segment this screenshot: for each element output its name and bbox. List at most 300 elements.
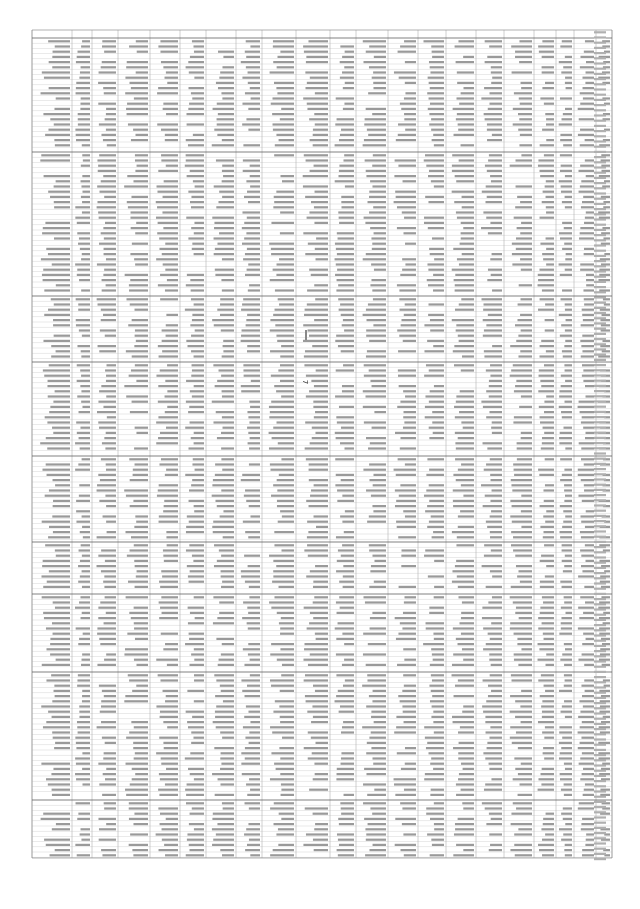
cell-text-mark [126,350,148,352]
cell-text-mark [545,521,554,523]
cell-text-mark [132,319,148,321]
cell-text-mark [488,232,502,234]
cell-text-mark [245,757,260,759]
cell-text-mark [578,731,594,733]
cell-text-mark [373,87,386,89]
cell-text-mark [564,601,572,603]
cell-text-mark [455,685,474,687]
cell-text-mark [271,375,294,377]
cell-text-mark [78,118,90,120]
cell-text-mark [162,211,178,213]
cell-text-mark [51,298,70,300]
cell-text-mark [75,607,90,609]
cell-text-mark [104,437,116,439]
cell-text-mark [429,484,444,486]
cell-text-mark [454,695,474,697]
cell-text-mark [430,390,444,392]
cell-text-mark [97,489,116,491]
cell-text-mark [315,191,328,193]
cell-text-mark [77,232,90,234]
cell-text-mark [579,802,594,804]
cell-text-mark [428,269,444,271]
cell-text-mark [106,113,116,115]
cell-text-mark [594,634,606,636]
cell-text-mark [189,489,204,491]
cell-text-mark [312,752,328,754]
cell-text-mark [44,617,70,619]
cell-text-mark [313,586,328,588]
cell-text-mark [366,395,386,397]
cell-text-mark [582,653,594,655]
cell-text-mark [166,695,178,697]
cell-text-mark [366,752,386,754]
cell-text-mark [453,505,474,507]
cell-text-mark [97,206,116,208]
cell-text-mark [274,82,294,84]
cell-text-mark [487,526,502,528]
cell-text-mark [78,731,90,733]
cell-text-mark [103,757,116,759]
cell-text-mark [250,515,260,517]
cell-text-mark [309,269,328,271]
cell-text-mark [580,711,594,713]
cell-text-mark [242,617,260,619]
cell-text-mark [249,839,260,841]
cell-text-mark [243,258,260,260]
cell-text-mark [516,380,532,382]
cell-text-mark [48,783,70,785]
cell-text-mark [400,45,416,47]
cell-text-mark [76,742,90,744]
cell-text-mark [164,505,178,507]
cell-text-mark [482,705,502,707]
cell-text-mark [166,469,178,471]
cell-text-mark [281,818,294,820]
cell-text-mark [277,479,294,481]
cell-text-mark [165,77,178,79]
cell-text-mark [430,854,444,856]
cell-text-mark [105,560,116,562]
cell-text-mark [519,40,532,42]
cell-text-mark [248,108,260,110]
cell-text-mark [134,97,148,99]
cell-text-mark [278,369,294,371]
cell-text-mark [336,416,354,418]
cell-text-mark [565,648,572,650]
cell-text-mark [193,134,204,136]
cell-text-mark [481,227,502,229]
cell-text-mark [514,390,532,392]
cell-text-mark [343,565,354,567]
cell-text-mark [310,77,328,79]
cell-text-mark [594,88,606,90]
cell-text-mark [161,154,178,156]
cell-text-mark [77,854,90,856]
cell-text-mark [513,108,532,110]
cell-text-mark [161,570,178,572]
cell-text-mark [52,716,70,718]
cell-text-mark [364,364,386,366]
cell-text-mark [492,134,502,136]
cell-text-mark [538,159,554,161]
cell-text-mark [401,555,416,557]
cell-text-mark [561,165,572,167]
cell-text-mark [561,298,572,300]
cell-text-mark [131,87,148,89]
cell-text-mark [282,515,294,517]
cell-text-mark [165,243,178,245]
cell-text-mark [100,711,116,713]
cell-text-mark [482,617,502,619]
cell-text-mark [50,406,70,408]
cell-text-mark [101,705,116,707]
cell-text-mark [461,232,474,234]
cell-text-mark [129,612,148,614]
cell-text-mark [461,617,474,619]
cell-text-mark [241,570,260,572]
cell-text-mark [337,833,354,835]
cell-text-mark [49,364,70,366]
cell-text-mark [75,129,90,131]
cell-text-mark [190,201,204,203]
cell-text-mark [545,458,554,460]
cell-text-mark [80,248,90,250]
cell-text-mark [245,489,260,491]
cell-text-mark [219,601,234,603]
cell-text-mark [250,789,260,791]
cell-text-mark [428,227,444,229]
cell-text-mark [97,633,116,635]
cell-text-mark [594,806,606,808]
cell-text-mark [488,269,502,271]
cell-text-mark [460,390,474,392]
cell-text-mark [594,135,606,137]
cell-text-mark [194,510,204,512]
cell-text-mark [166,335,178,337]
cell-text-mark [544,103,554,105]
cell-text-mark [367,742,386,744]
cell-text-mark [77,432,90,434]
cell-text-mark [213,421,234,423]
cell-text-mark [277,340,294,342]
cell-text-mark [309,505,328,507]
cell-text-mark [342,495,354,497]
cell-text-mark [541,447,554,449]
cell-text-mark [371,237,386,239]
cell-text-mark [560,505,572,507]
cell-text-mark [490,458,502,460]
cell-text-mark [335,340,354,342]
cell-text-mark [580,411,594,413]
cell-text-mark [56,350,70,352]
cell-text-mark [544,737,554,739]
cell-text-mark [491,71,502,73]
cell-text-mark [159,849,178,851]
cell-text-mark [563,510,572,512]
cell-text-mark [274,544,294,546]
cell-text-mark [313,401,328,403]
cell-text-mark [164,560,178,562]
cell-text-mark [82,201,90,203]
cell-text-mark [484,355,502,357]
cell-text-mark [424,778,444,780]
cell-text-mark [366,773,386,775]
cell-text-mark [77,679,90,681]
cell-text-mark [217,823,234,825]
cell-text-mark [374,581,386,583]
cell-text-mark [367,679,386,681]
cell-text-mark [540,612,554,614]
cell-text-mark [248,627,260,629]
cell-text-mark [463,427,474,429]
cell-text-mark [188,411,204,413]
cell-text-mark [560,274,572,276]
cell-text-mark [280,716,294,718]
cell-text-mark [368,201,386,203]
cell-text-mark [156,201,178,203]
cell-text-mark [583,319,594,321]
cell-text-mark [220,757,234,759]
cell-text-mark [489,385,502,387]
cell-text-mark [185,474,204,476]
cell-text-mark [100,643,116,645]
cell-text-mark [372,813,386,815]
cell-text-mark [513,601,532,603]
cell-text-mark [374,721,386,723]
cell-text-mark [594,151,606,153]
cell-text-mark [486,185,502,187]
cell-text-mark [516,565,532,567]
cell-text-mark [101,570,116,572]
cell-text-mark [282,180,294,182]
cell-text-mark [194,385,204,387]
cell-text-mark [312,345,328,347]
cell-text-mark [82,612,90,614]
cell-text-mark [97,201,116,203]
cell-text-mark [431,129,444,131]
cell-text-mark [335,484,354,486]
cell-text-mark [489,833,502,835]
cell-text-mark [453,721,474,723]
cell-text-mark [192,319,204,321]
cell-text-mark [460,726,474,728]
cell-text-mark [80,560,90,562]
cell-text-mark [564,596,572,598]
cell-text-mark [43,227,70,229]
cell-text-mark [311,274,328,276]
cell-text-mark [243,364,260,366]
cell-text-mark [489,768,502,770]
cell-text-mark [158,789,178,791]
cell-text-mark [190,773,204,775]
cell-text-mark [106,768,116,770]
cell-text-mark [98,474,116,476]
cell-text-mark [366,108,386,110]
cell-text-mark [458,40,474,42]
cell-text-mark [247,411,260,413]
cell-text-mark [165,139,178,141]
cell-text-mark [40,442,70,444]
cell-text-mark [452,531,474,533]
cell-text-mark [191,742,204,744]
cell-text-mark [248,432,260,434]
cell-text-mark [192,479,204,481]
cell-text-mark [338,854,354,856]
cell-text-mark [594,858,606,860]
cell-text-mark [580,778,594,780]
cell-text-mark [339,217,354,219]
cell-text-mark [191,298,204,300]
cell-text-mark [540,144,554,146]
cell-text-mark [45,495,70,497]
cell-text-mark [157,191,178,193]
cell-text-mark [565,309,572,311]
cell-text-mark [458,818,474,820]
cell-text-mark [338,237,354,239]
cell-text-mark [489,411,502,413]
cell-text-mark [129,844,148,846]
cell-text-mark [400,437,416,439]
cell-text-mark [369,463,386,465]
cell-text-mark [491,427,502,429]
cell-text-mark [434,823,444,825]
cell-text-mark [584,248,594,250]
cell-text-mark [163,648,178,650]
cell-text-mark [546,565,554,567]
cell-text-mark [275,309,294,311]
cell-text-mark [458,643,474,645]
cell-text-mark [511,586,532,588]
cell-text-mark [159,355,178,357]
cell-text-mark [218,51,234,53]
cell-text-mark [133,500,148,502]
cell-text-mark [363,258,386,260]
cell-text-mark [135,170,148,172]
cell-text-mark [404,40,416,42]
cell-text-mark [53,633,70,635]
cell-text-mark [187,515,204,517]
cell-text-mark [341,196,354,198]
cell-text-mark [594,109,606,111]
cell-text-mark [432,411,444,413]
cell-text-mark [584,253,594,255]
cell-text-mark [345,447,354,449]
cell-text-mark [132,355,148,357]
cell-text-mark [130,479,148,481]
cell-text-mark [220,731,234,733]
cell-text-mark [129,284,148,286]
cell-text-mark [216,638,234,640]
cell-text-mark [424,726,444,728]
cell-text-mark [307,536,328,538]
cell-text-mark [363,469,386,471]
cell-text-mark [373,510,386,512]
cell-text-mark [101,385,116,387]
cell-text-mark [192,555,204,557]
cell-text-mark [594,588,606,590]
cell-text-mark [98,165,116,167]
cell-text-mark [133,180,148,182]
cell-text-mark [397,227,416,229]
cell-text-mark [431,515,444,517]
cell-text-mark [214,227,234,229]
cell-text-mark [365,159,386,161]
cell-text-mark [305,447,328,449]
cell-text-mark [538,844,554,846]
cell-text-mark [308,329,328,331]
cell-text-mark [565,108,572,110]
cell-text-mark [513,778,532,780]
cell-text-mark [564,643,572,645]
cell-text-mark [457,71,474,73]
cell-text-mark [341,555,354,557]
cell-text-mark [126,108,148,110]
cell-text-mark [304,154,328,156]
cell-text-mark [428,201,444,203]
cell-text-mark [542,711,554,713]
cell-text-mark [187,721,204,723]
cell-text-mark [273,575,294,577]
cell-text-mark [220,515,234,517]
cell-text-mark [249,284,260,286]
cell-text-mark [578,495,594,497]
cell-text-mark [270,71,294,73]
cell-text-mark [222,643,234,645]
cell-text-mark [161,159,178,161]
cell-text-mark [491,479,502,481]
cell-text-mark [101,721,116,723]
cell-text-mark [131,196,148,198]
cell-text-mark [243,601,260,603]
cell-text-mark [104,237,116,239]
cell-text-mark [369,211,386,213]
cell-text-mark [559,61,572,63]
cell-text-mark [276,134,294,136]
cell-text-mark [273,484,294,486]
cell-text-mark [98,82,116,84]
cell-text-mark [396,521,416,523]
cell-text-mark [83,633,90,635]
cell-text-mark [538,309,554,311]
cell-text-mark [519,61,532,63]
cell-text-mark [221,279,234,281]
cell-text-mark [541,555,554,557]
cell-text-mark [339,581,354,583]
cell-text-mark [339,711,354,713]
cell-text-mark [512,505,532,507]
cell-text-mark [280,211,294,213]
cell-text-mark [461,463,474,465]
cell-text-mark [158,674,178,676]
cell-text-mark [586,211,594,213]
cell-text-mark [433,432,444,434]
cell-text-mark [42,565,70,567]
cell-text-mark [521,763,532,765]
cell-text-mark [542,854,554,856]
cell-text-mark [455,442,474,444]
cell-text-mark [492,77,502,79]
cell-text-mark [594,343,606,345]
cell-text-mark [275,700,294,702]
cell-text-mark [516,248,532,250]
cell-text-mark [404,314,416,316]
cell-text-mark [432,421,444,423]
cell-text-mark [82,555,90,557]
cell-text-mark [41,818,70,820]
cell-text-mark [82,783,90,785]
cell-text-mark [342,664,354,666]
cell-text-mark [459,742,474,744]
